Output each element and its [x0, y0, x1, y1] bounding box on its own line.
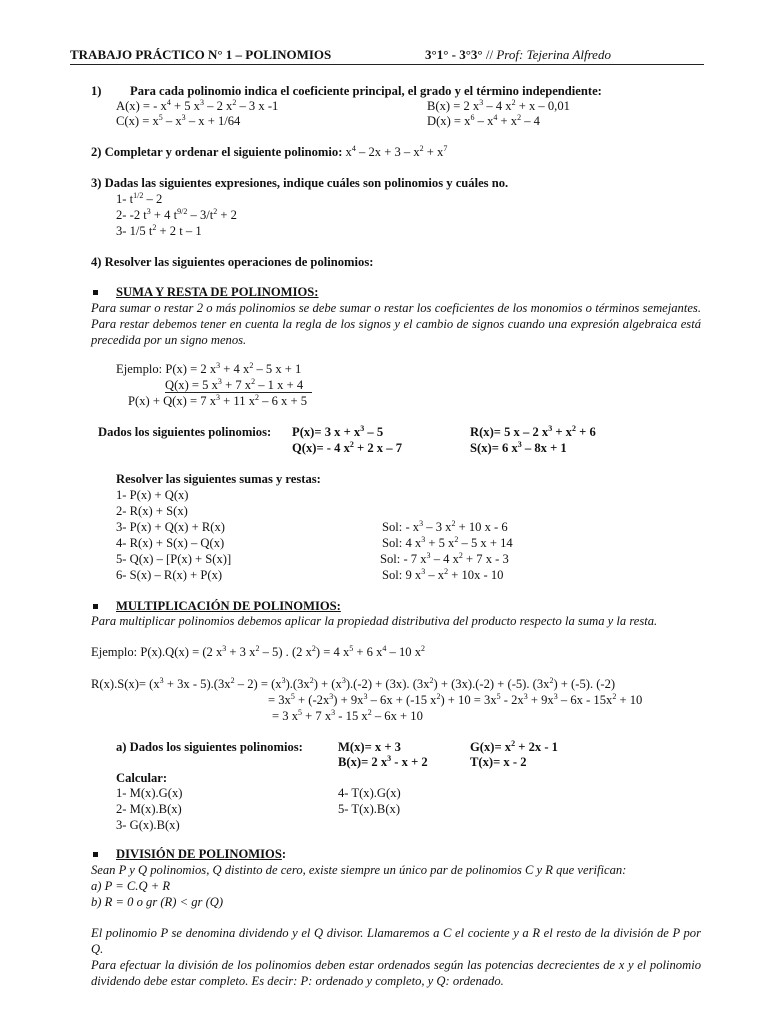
- list-item: 1- P(x) + Q(x): [116, 488, 189, 502]
- poly-T: T(x)= x - 2: [470, 755, 527, 769]
- poly-Bx: B(x)= 2 $x^3 - x + 2$: [338, 754, 428, 769]
- mult-rs-1: $R(x).S(x)= (x^3 + 3x - 5).(3x^2 - 2) = (x^3).(3x^2) + (x^3).(-2) + (3x)$. $(3x^2) + (3x).(-2) + (-5)$. $(3x^2) + (-5)$. (-2): [91, 676, 616, 691]
- q4-text: 4) Resolver las siguientes operaciones de polinomios:: [91, 255, 374, 269]
- mult-rs-3: = 3 $x^5 + 7$ $x^3 - 15$ $x^2 - 6x + 10$: [272, 708, 423, 723]
- q1-text: Para cada polinomio indica el coeficiente principal, el grado y el término independiente:: [130, 84, 602, 98]
- section-suma-title: SUMA Y RESTA DE POLINOMIOS:: [116, 285, 319, 299]
- div-line-1: Sean P y Q polinomios, Q distinto de cero, existe siempre un único par de polinomios C y R que verifican:: [91, 863, 627, 877]
- poly-R: R(x)= 5 x – 2 $x^3 + x^2 + 6$: [470, 424, 596, 439]
- poly-S: S(x)= 6 $x^3 - 8x + 1$: [470, 440, 567, 455]
- div-paragraph-1: El polinomio P se denomina dividendo y el Q divisor. Llamaremos a C el cociente y a R el resto de la división de P por Q.: [91, 926, 701, 956]
- calcular-label: Calcular:: [116, 771, 168, 785]
- list-item: 6- S(x) – R(x) + P(x): [116, 568, 223, 582]
- bullet-icon: [93, 604, 98, 609]
- poly-D: $D(x) = x^6 - x^4 + x^2 - 4$: [427, 113, 540, 128]
- solution-3: Sol: - $x^3 - 3$ $x^2 + 10$ x - 6: [382, 519, 508, 534]
- example-underline: [165, 392, 312, 393]
- page-title: TRABAJO PRÁCTICO N° 1 – POLINOMIOS: [70, 47, 332, 62]
- poly-P: P(x)= 3 $x + x^3 - 5$: [292, 424, 384, 439]
- q3-expr-1: 1- $t^{1/2} - 2$: [116, 191, 163, 206]
- suma-example-3: P(x) + Q(x) = 7 $x^3 + 11$ $x^2 - 6$ x + 5: [128, 393, 308, 408]
- mult-example: Ejemplo: P(x).Q(x) = (2 $x^3 + 3$ $x^2 - 5$) . (2 $x^2) = 4$ $x^5 + 6$ $x^4 - 10$ $x^2$: [91, 644, 426, 659]
- section-div-title: DIVISIÓN DE POLINOMIOS:: [116, 847, 287, 861]
- div-paragraph-2: Para efectuar la división de los polinomios deben estar ordenados según las potencias decrecientes de x y el polinomio dividendo debe estar completo. Es decir: P: ordenado y completo, y Q: ordenado.: [91, 958, 701, 988]
- header-course: 3°1° - 3°3° // Prof: Tejerina Alfredo: [425, 47, 611, 62]
- poly-B: B(x) = 2 $x^3 - 4$ $x^2 + x - 0,01$: [427, 98, 570, 113]
- q3-expr-3: 3- 1/5 $t^2 + 2$ t – 1: [116, 223, 202, 238]
- div-line-2: a) P = C.Q + R: [91, 879, 171, 893]
- q2-line: 2) Completar y ordenar el siguiente polinomio: $x^4 - 2x + 3 - x^2 + x^7$: [91, 144, 448, 159]
- list-item: 4- T(x).G(x): [338, 786, 401, 800]
- list-item: 3- P(x) + Q(x) + R(x): [116, 520, 225, 534]
- list-item: 2- M(x).B(x): [116, 802, 182, 816]
- poly-M: M(x)= x + 3: [338, 740, 401, 754]
- q1-number: 1): [91, 84, 102, 98]
- solution-4: Sol: 4 $x^3 + 5$ $x^2 - 5$ x + 14: [382, 535, 513, 550]
- poly-Q: Q(x)= - 4 $x^2 + 2$ x – 7: [292, 440, 402, 455]
- mult-paragraph: Para multiplicar polinomios debemos aplicar la propiedad distributiva del producto respecto la suma y la resta.: [91, 614, 658, 628]
- header-rule: [70, 64, 704, 65]
- bullet-icon: [93, 290, 98, 295]
- mult-a-label: a) Dados los siguientes polinomios:: [116, 740, 303, 754]
- list-item: 5- T(x).B(x): [338, 802, 401, 816]
- suma-paragraph: Para sumar o restar 2 o más polinomios se debe sumar o restar los coeficientes de los monomios o términos semejantes. Para restar debemos tener en cuenta la regla de los signos y el cambio de signos cuando una expresión algebraica está precedida por un signo menos.: [91, 301, 701, 347]
- poly-G: $G(x)= x^2 + 2x - 1$: [470, 739, 558, 754]
- list-item: 4- R(x) + S(x) – Q(x): [116, 536, 225, 550]
- list-item: 5- Q(x) – [P(x) + S(x)]: [116, 552, 232, 566]
- poly-C: $C(x) = x^5 - x^3 - x + 1/64$: [116, 113, 241, 128]
- mult-rs-2: = $3x^5 + (-2x^3) + 9x^3 - 6x + (-15$ $x^2) + 10 = 3x^5 - 2x^3 + 9x^3 - 6x - 15x^2 + 10$: [268, 692, 643, 707]
- solution-5: Sol: - 7 $x^3 - 4$ $x^2 + 7$ x - 3: [380, 551, 509, 566]
- suma-dados: Dados los siguientes polinomios:: [98, 425, 272, 439]
- suma-resolver: Resolver las siguientes sumas y restas:: [116, 472, 321, 486]
- q3-expr-2: 2- -2 $t^3 + 4$ $t^{9/2} - 3/t^2 + 2$: [116, 207, 237, 222]
- list-item: 1- M(x).G(x): [116, 786, 183, 800]
- poly-A: A(x) = - $x^4 + 5$ $x^3 - 2$ $x^2 - 3$ x -1: [116, 98, 279, 113]
- bullet-icon: [93, 852, 98, 857]
- section-mult-title: MULTIPLICACIÓN DE POLINOMIOS:: [116, 599, 341, 613]
- solution-6: Sol: 9 $x^3 - x^2 + 10x - 10$: [382, 567, 504, 582]
- list-item: 3- G(x).B(x): [116, 818, 180, 832]
- div-line-3: b) R = 0 o gr (R) < gr (Q): [91, 895, 224, 909]
- list-item: 2- R(x) + S(x): [116, 504, 188, 518]
- q3-text: 3) Dadas las siguientes expresiones, indique cuáles son polinomios y cuáles no.: [91, 176, 509, 190]
- header-prof: Prof: Tejerina Alfredo: [496, 47, 611, 62]
- suma-example-1: Ejemplo: P(x) = 2 $x^3 + 4$ $x^2 - 5$ x + 1: [116, 361, 302, 376]
- suma-example-2: Q(x) = 5 $x^3 + 7$ $x^2 - 1$ x + 4: [165, 377, 304, 392]
